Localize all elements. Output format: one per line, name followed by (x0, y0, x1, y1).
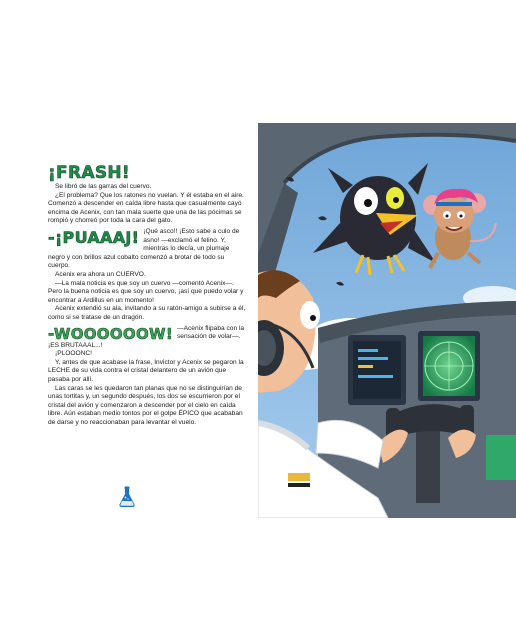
paragraph-4: Acenix era ahora un CUERVO. (55, 270, 146, 278)
paragraph-10: Las caras se les quedaron tan planas que no se distinguirían de unas tortitas y, un segundo después, los dos se escurrieron por el cristal del avión y comenzaron a descender por el cielo en caída libre. Aún estaban medio tontos por el golpe ÉPICO que acababan de darse y no reaccionaban para levantar el vuelo. (48, 384, 243, 427)
paragraph-3: ¡Qué asco!! ¡Esto sabe a culo de asno! —exclamó el felino. Y, mientras lo decía, un plumaje negro y con brillos azul cobalto comenzó a brotar de todo su cuerpo. (48, 227, 240, 270)
paragraph-5: —La mala noticia es que soy un cuervo —comentó Acenix—. Pero la buena noticia es que soy un cuervo, ¡así que puedo volar y encontrar a Ardillus en un momento! (48, 279, 244, 304)
radar-screen (418, 331, 480, 401)
puaaaj-block (48, 228, 248, 271)
potion-flask-icon (118, 486, 136, 508)
instrument-screen (348, 335, 406, 405)
sfx-wooow: -WOOOOOOW! (48, 324, 173, 343)
paragraph-9: Y, antes de que acabase la frase, Invictor y Acenix se pegaron la LECHE de su vida contra el cristal delantero de un avión que pasaba por allí. (48, 358, 244, 384)
sfx-puaaaj: -¡PUAAAJ! (48, 227, 140, 247)
text-column (48, 165, 248, 428)
paragraph-6: Acenix extendió su ala, invitando a su ratón-amigo a subirse a él, como si se tratase de un dragón. (48, 305, 246, 321)
wooow-block (48, 325, 248, 351)
paragraph-8: ¡PLOOONC! (55, 350, 93, 358)
side-screen (486, 435, 516, 480)
cockpit-illustration (258, 123, 516, 518)
paragraph-1: Se libró de las garras del cuervo. (55, 183, 152, 190)
paragraph-7: —Acenix flipaba con la sensación de volar—. ¡ES BRUTAAAL...! (48, 324, 245, 349)
paragraph-2: ¿El problema? Que los ratones no vuelan. Y él estaba en el aire. Comenzó a descender en caída libre hasta que casualmente cayó encima de Acenix, con tan mala suerte que una de las pócimas se rompió y chorreó por toda la cara del gato. (48, 191, 244, 225)
sfx-frash: ¡FRASH! (48, 163, 130, 183)
